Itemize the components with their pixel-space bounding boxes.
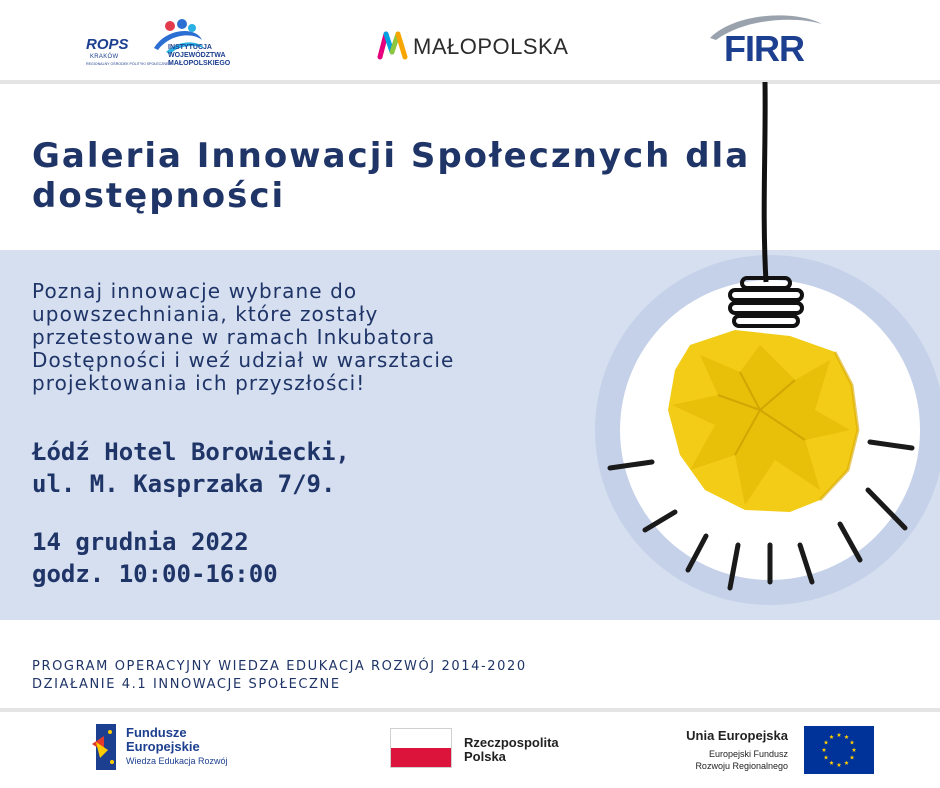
- rops-logo: [86, 18, 236, 70]
- program-line-1: PROGRAM OPERACYJNY WIEDZA EDUKACJA ROZWÓJ 2014-2020: [32, 659, 527, 674]
- event-venue: [32, 436, 502, 500]
- rops-wordmark: ROPS: [86, 36, 129, 53]
- eu-sub-line-2: Rozwoju Regionalnego: [695, 761, 788, 771]
- firr-logo: [706, 12, 826, 72]
- page-title: Galeria Innowacji Społecznych dla dostępności: [32, 136, 751, 216]
- rops-tagline: REGIONALNY OŚRODEK POLITYKI SPOŁECZNEJ: [86, 62, 171, 66]
- venue-line-2: ul. M. Kasprzaka 7/9.: [32, 470, 336, 498]
- pl-name: [464, 736, 559, 764]
- pl-name-line-1: Rzeczpospolita: [464, 735, 559, 750]
- event-band: [0, 250, 940, 620]
- logo-header: [0, 0, 940, 82]
- event-intro: Poznaj innowacje wybrane do upowszechniania, które zostały przetestowane w ramach Inkubatora Dostępności i weź udział w warsztacie projektowania ich przyszłości!: [32, 279, 455, 395]
- event-date: 14 grudnia 2022: [32, 528, 249, 556]
- fe-name-line-2: Europejskie: [126, 739, 200, 754]
- eu-sub-line-1: Europejski Fundusz: [708, 749, 788, 759]
- fe-subtitle: Wiedza Edukacja Rozwój: [126, 756, 228, 766]
- fe-name-line-1: Fundusze: [126, 725, 187, 740]
- malopolska-wordmark: MAŁOPOLSKA: [413, 34, 569, 59]
- rops-institution: INSTYTUCJA WOJEWÓDZTWA MAŁOPOLSKIEGO: [168, 44, 231, 67]
- fe-logo-icon: [90, 722, 120, 772]
- rzeczpospolita-logo: [390, 728, 590, 770]
- rops-city: KRAKÓW: [90, 54, 119, 60]
- fundusze-europejskie-logo: [90, 722, 240, 774]
- firr-wordmark: FIRR: [724, 28, 804, 69]
- event-time: godz. 10:00-16:00: [32, 560, 278, 588]
- poland-flag-icon: [390, 728, 452, 768]
- footer-divider: [0, 708, 940, 712]
- event-datetime: [32, 526, 502, 590]
- malopolska-m-icon: [377, 30, 409, 60]
- header-divider: [0, 80, 940, 84]
- eu-subtitle: [695, 748, 788, 772]
- pl-name-line-2: Polska: [464, 749, 506, 764]
- unia-europejska-logo: [650, 726, 880, 776]
- venue-line-1: Łódź Hotel Borowiecki,: [32, 438, 350, 466]
- fe-name: [126, 726, 200, 754]
- eu-flag-icon: [804, 726, 874, 774]
- eu-title: Unia Europejska: [686, 728, 788, 743]
- program-line-2: DZIAŁANIE 4.1 INNOWACJE SPOŁECZNE: [32, 677, 341, 692]
- program-info: [32, 658, 527, 694]
